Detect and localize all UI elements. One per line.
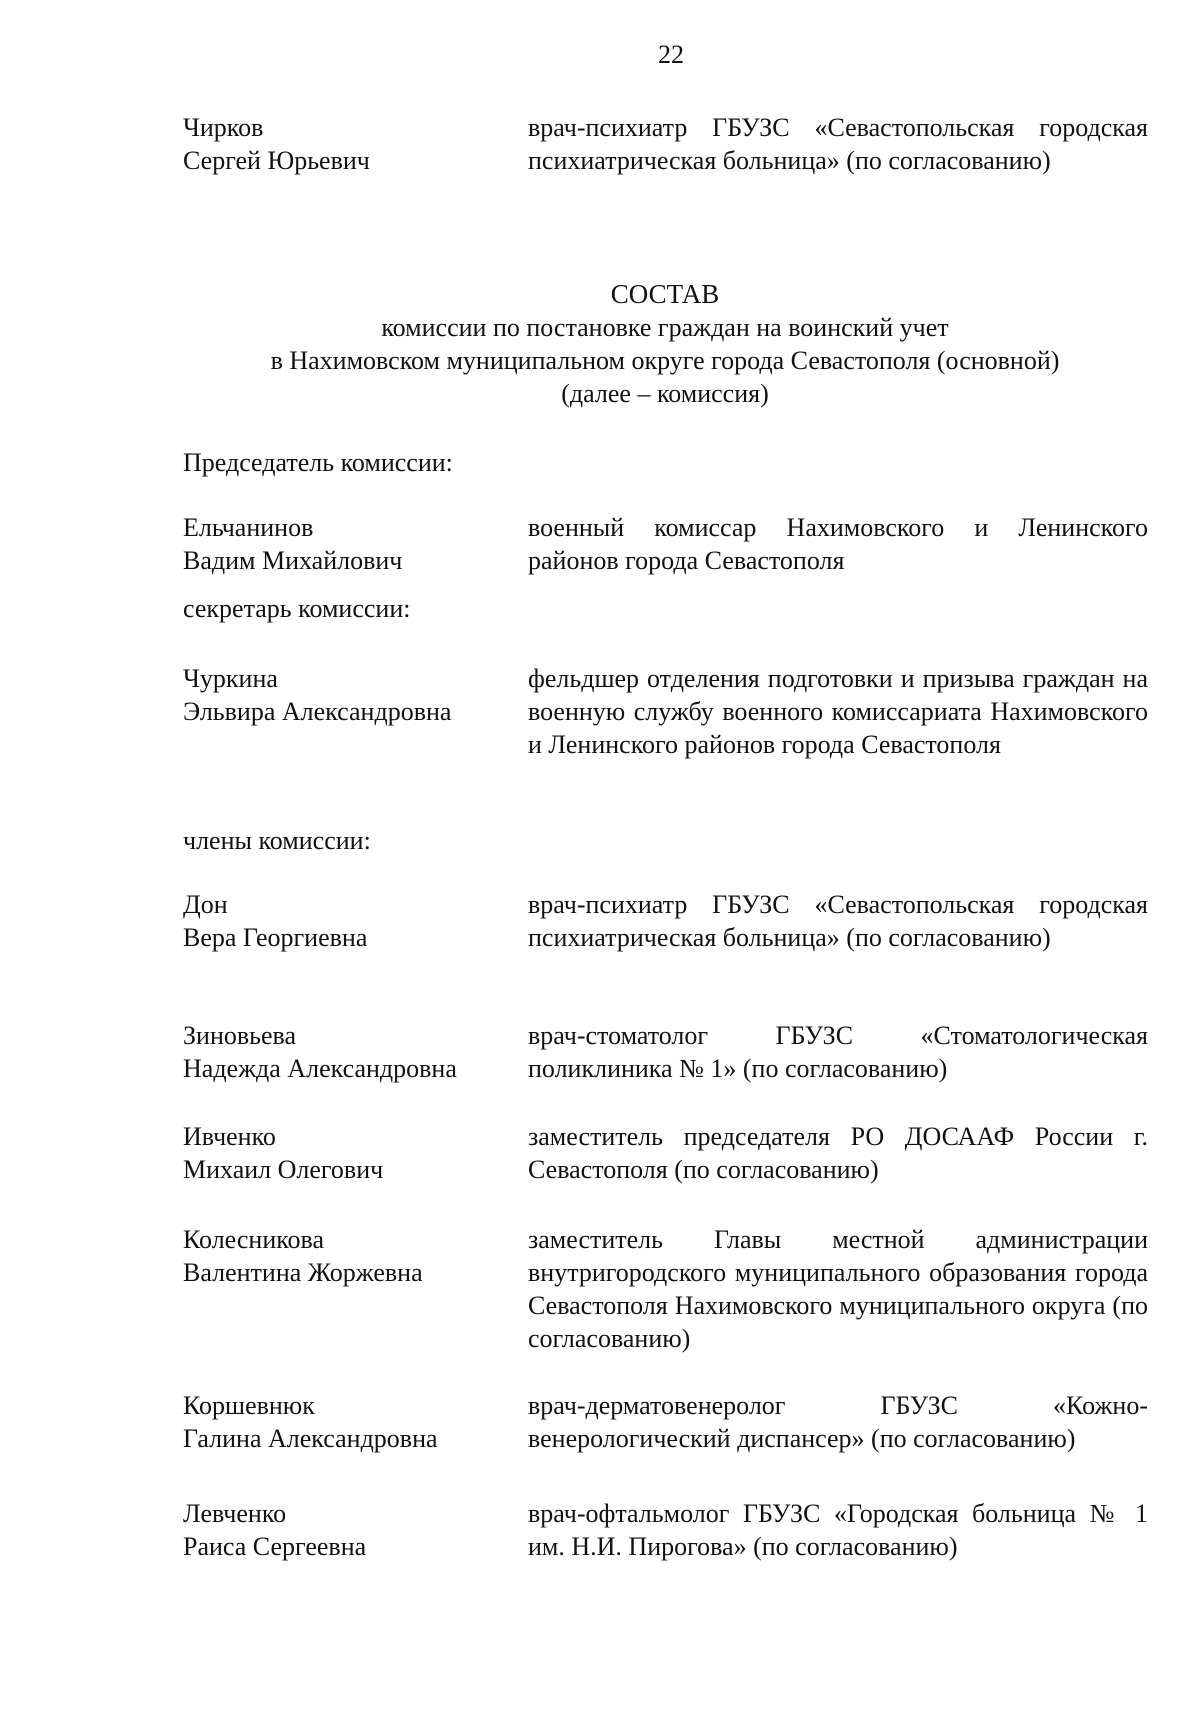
chairman-label: Председатель комиссии: [183, 448, 453, 477]
person-surname: Колесникова [183, 1225, 325, 1254]
person-name [183, 1120, 503, 1186]
person-position: врач-психиатр ГБУЗС «Севастопольская городская психиатрическая больница» (по согласованию) [528, 113, 1148, 175]
person-surname: Чирков [183, 113, 264, 142]
person-surname: Коршевнюк [183, 1391, 315, 1420]
person-given-name: Вера Георгиевна [183, 923, 368, 952]
person-given-name: Раиса Сергеевна [183, 1532, 367, 1561]
person-given-name: Валентина Жоржевна [183, 1258, 423, 1287]
heading-line-1: комиссии по постановке граждан на воинский учет [381, 313, 949, 342]
person-name [183, 1497, 503, 1563]
person-position: фельдшер отделения подготовки и призыва граждан на военную службу военного комиссариата Нахимовского и Ленинского районов города Севастополя [528, 664, 1148, 759]
person-given-name: Надежда Александровна [183, 1054, 457, 1083]
person-position: врач-стоматолог ГБУЗС «Стоматологическая поликлиника № 1» (по согласованию) [528, 1021, 1148, 1083]
person-surname: Ельчанинов [183, 513, 314, 542]
page-number: 22 [658, 40, 684, 69]
members-label: члены комиссии: [183, 826, 371, 855]
person-given-name: Вадим Михайлович [183, 546, 403, 575]
person-name [183, 1019, 503, 1085]
person-surname: Чуркина [183, 664, 278, 693]
section-heading [0, 278, 1200, 410]
person-name [183, 111, 503, 177]
heading-line-2: в Нахимовском муниципальном округе города Севастополя (основной) [270, 346, 1060, 375]
person-surname: Левченко [183, 1499, 287, 1528]
person-surname: Ивченко [183, 1122, 276, 1151]
person-position: врач-психиатр ГБУЗС «Севастопольская городская психиатрическая больница» (по согласованию) [528, 890, 1148, 952]
person-position: врач-дерматовенеролог ГБУЗС «Кожно-венерологический диспансер» (по согласованию) [528, 1391, 1148, 1453]
person-position: военный комиссар Нахимовского и Ленинского районов города Севастополя [528, 513, 1148, 575]
person-name [183, 662, 503, 728]
person-given-name: Галина Александровна [183, 1424, 438, 1453]
heading-title: СОСТАВ [610, 279, 720, 309]
person-position: врач-офтальмолог ГБУЗС «Городская больница № 1 им. Н.И. Пирогова» (по согласованию) [528, 1499, 1148, 1561]
person-position: заместитель Главы местной администрации внутригородского муниципального образования города Севастополя Нахимовского муниципального округа (по согласованию) [528, 1225, 1148, 1353]
person-given-name: Эльвира Александровна [183, 697, 452, 726]
person-name [183, 1389, 503, 1455]
person-given-name: Сергей Юрьевич [183, 146, 370, 175]
heading-line-3: (далее – комиссия) [561, 379, 769, 408]
person-surname: Зиновьева [183, 1021, 297, 1050]
person-surname: Дон [183, 890, 228, 919]
person-name [183, 1223, 503, 1289]
secretary-label: секретарь комиссии: [183, 594, 411, 623]
person-name [183, 511, 503, 577]
person-position: заместитель председателя РО ДОСААФ России г. Севастополя (по согласованию) [528, 1122, 1148, 1184]
person-name [183, 888, 503, 954]
person-given-name: Михаил Олегович [183, 1155, 384, 1184]
